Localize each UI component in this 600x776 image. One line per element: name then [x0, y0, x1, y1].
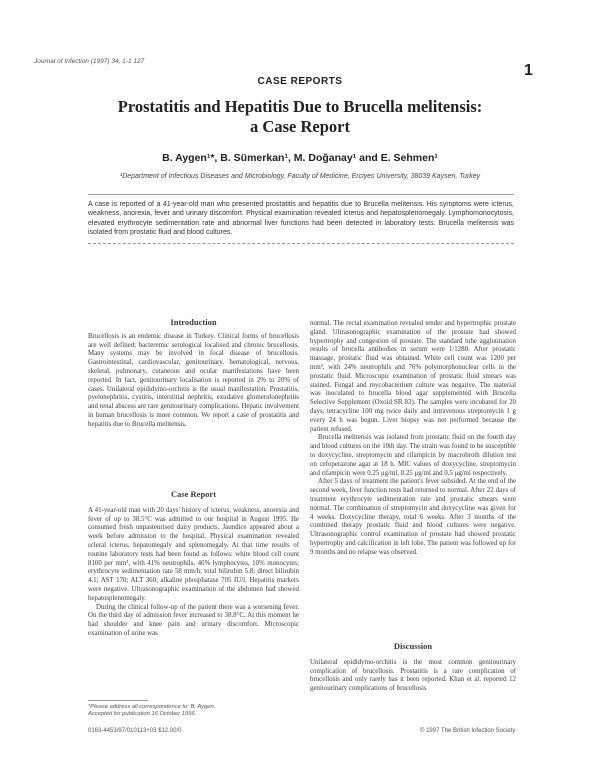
page-mark: 1 — [524, 62, 533, 79]
discussion-section — [310, 642, 516, 694]
title-line-2: a Case Report — [250, 117, 350, 136]
case-paragraph-3: normal. The rectal examination revealed tender and hypertrophic prostate gland. Ultrasonographic examination of the prostate had showed hypertrophy and congestion of prostate. The standard tube agglutination results of brucella antibodies in serum were 1/1280. After prostatic massage, prostatic fluid was obtained. White cell count was 1200 per mm³, with 24% neutrophils and 76% polymorphonuclear cells in the prostatic fluid. Microscopic examination of prostatic fluid smears was stained. Fungal and mycobacterium culture was negative. The material was inoculated to brucella blood agar supplemented with Brucella Selective Supplement (Oxoid SR 83). The samples were incubated for 20 days, tetracycline 100 mg twice daily and intravenous streptomycin 1 g every 24 h was begun. Liver biopsy was not performed because the patient refused. — [310, 320, 516, 433]
abstract-bottom-rule — [88, 243, 514, 244]
case-paragraph-2: During the clinical follow-up of the patient there was a worsening fever. On the third day of admission fever increased to 38.8°C. At this moment he had shoulder and knee pain and urinary discomfort. Microscopic examination of urine was — [88, 603, 299, 637]
right-column — [310, 320, 516, 558]
footer-copyright: © 1997 The British Infection Society — [420, 728, 516, 734]
title-line-1: Prostatitis and Hepatitis Due to Brucella melitensis: — [117, 97, 483, 116]
case-paragraph-5: After 5 days of treatment the patient's fever subsided. At the end of the second week, liver function tests had returned to normal. After 22 days of treatment erythrocyte sedimentation rate and prostatic smears were normal. The combination of streptomycin and doxycycline was given for 4 weeks. Doxycycline therapy, total 6 weeks. After 3 months of the combined therapy prostatic fluid and blood cultures were negative. Ultrasonographic control examination of prostate had showed prostatic hypertrophy and calcification in left lobe. The patient was followed up for 9 months and no relapse was observed. — [310, 478, 516, 556]
abstract: A case is reported of a 41-year-old man who presented prostatitis and hepatitis due to Brucella melitensis. His symptoms were icterus, weakness, anorexia, fever and urinary discomfort. Physical examination revealed icterus and hepatosplenomegaly. Lymphomonocytosis, elevated erythrocyte sedimentation rate and abnormal liver functions had been detected in laboratory tests. Brucella melitensis was isolated from prostatic fluid and blood cultures. — [88, 201, 514, 236]
footer-issn: 0163-4453/97/010113+03 $12.00/0 — [88, 728, 182, 734]
case-paragraph-4: Brucella melitensis was isolated from prostatic fluid on the fourth day and blood cultures on the 10th day. The strain was found to be susceptible to doxycycline, streptomycin and rifampicin by macrobroth dilution test on cefoperazone agar at 18 h. MIC values of doxycycline, streptomycin and rifampicin were 0.25 μg/ml, 0.25 μg/ml and 0.5 μg/ml respectively. — [310, 434, 516, 477]
discussion-paragraph: Unilateral epididymo-orchitis is the most common genitourinary complication of brucellosis. Prostatitis is a rare complication of brucellosis and only rarely has it been reported. Khan et al. reported 12 genitourinary complications of brucellosis — [310, 658, 516, 693]
article-title — [0, 97, 600, 137]
affiliation: ¹Department of Infectious Diseases and Microbiology, Faculty of Medicine, Erciyes University, 38039 Kayseri, Turkey — [119, 173, 481, 180]
footnote-rule — [88, 700, 148, 701]
case-paragraph-1: A 41-year-old man with 20 days' history of icterus, weakness, anorexia and fever of up to 38.5°C was admitted to our hospital in August 1995. He consumed fresh unpasteurised dairy products. Jaundice appeared about a week before admission to the hospital. Physical examination revealed scleral icterus, hepatomegaly and splenomegaly. At that time results of routine laboratory tests had been found as follows: white blood cell count 8100 per mm³, with 41% neutrophils, 46% lymphocytes, 10% monocytes; erythrocyte sedimentation rate 58 mm/h; total bilirubin 5.8; direct bilirubin 4.1; AST 170; ALT 360; alkaline phosphatase 705 IU/l. Hepatitis markers were negative. Ultrasonographic examination of the abdomen had showed hepatosplenomegaly. — [88, 506, 299, 602]
introduction-heading: Introduction — [170, 317, 217, 327]
footnote-accepted: Accepted for publication 16 October 1996. — [88, 711, 197, 717]
case-report-section — [88, 490, 299, 639]
footnotes — [88, 704, 299, 718]
case-report-heading: Case Report — [170, 489, 217, 499]
left-column — [88, 318, 299, 430]
author-list: B. Aygen¹*, B. Sümerkan¹, M. Doğanay¹ and E. Sehmen¹ — [162, 152, 438, 164]
intro-paragraph: Brucellosis is an endemic disease in Turkey. Clinical forms of brucellosis are well defined; bacteremic serological localised and chronic brucellosis. Many systems may be involved in focal disease of brucellosis. Gastrointestinal, cardiovascular, genitourinary, hematological, nervous, skeletal, pulmonary, cutaneous and ocular manifestations have been reported. In fact, genitourinary localisation is reported in 2% to 20% of cases. Unilateral epididymo-orchitis is the usual manifestation. Prostatitis, pyelonephritis, cystitis, interstitial nephritis, exudative glomerulonephritis and renal abscess are rare genitourinary complications. Hepatic involvement in human brucellosis is more common. We report a case of prostatitis and hepatitis due to Brucella melitensis. — [88, 332, 299, 428]
section-label: CASE REPORTS — [257, 76, 343, 87]
discussion-heading: Discussion — [393, 641, 433, 651]
footnote-correspondence: *Please address all correspondence to: B. Aygen. — [88, 704, 216, 710]
abstract-top-rule — [88, 194, 514, 195]
journal-citation: Journal of Infection (1997) 34, 1-1 127 — [34, 58, 145, 65]
